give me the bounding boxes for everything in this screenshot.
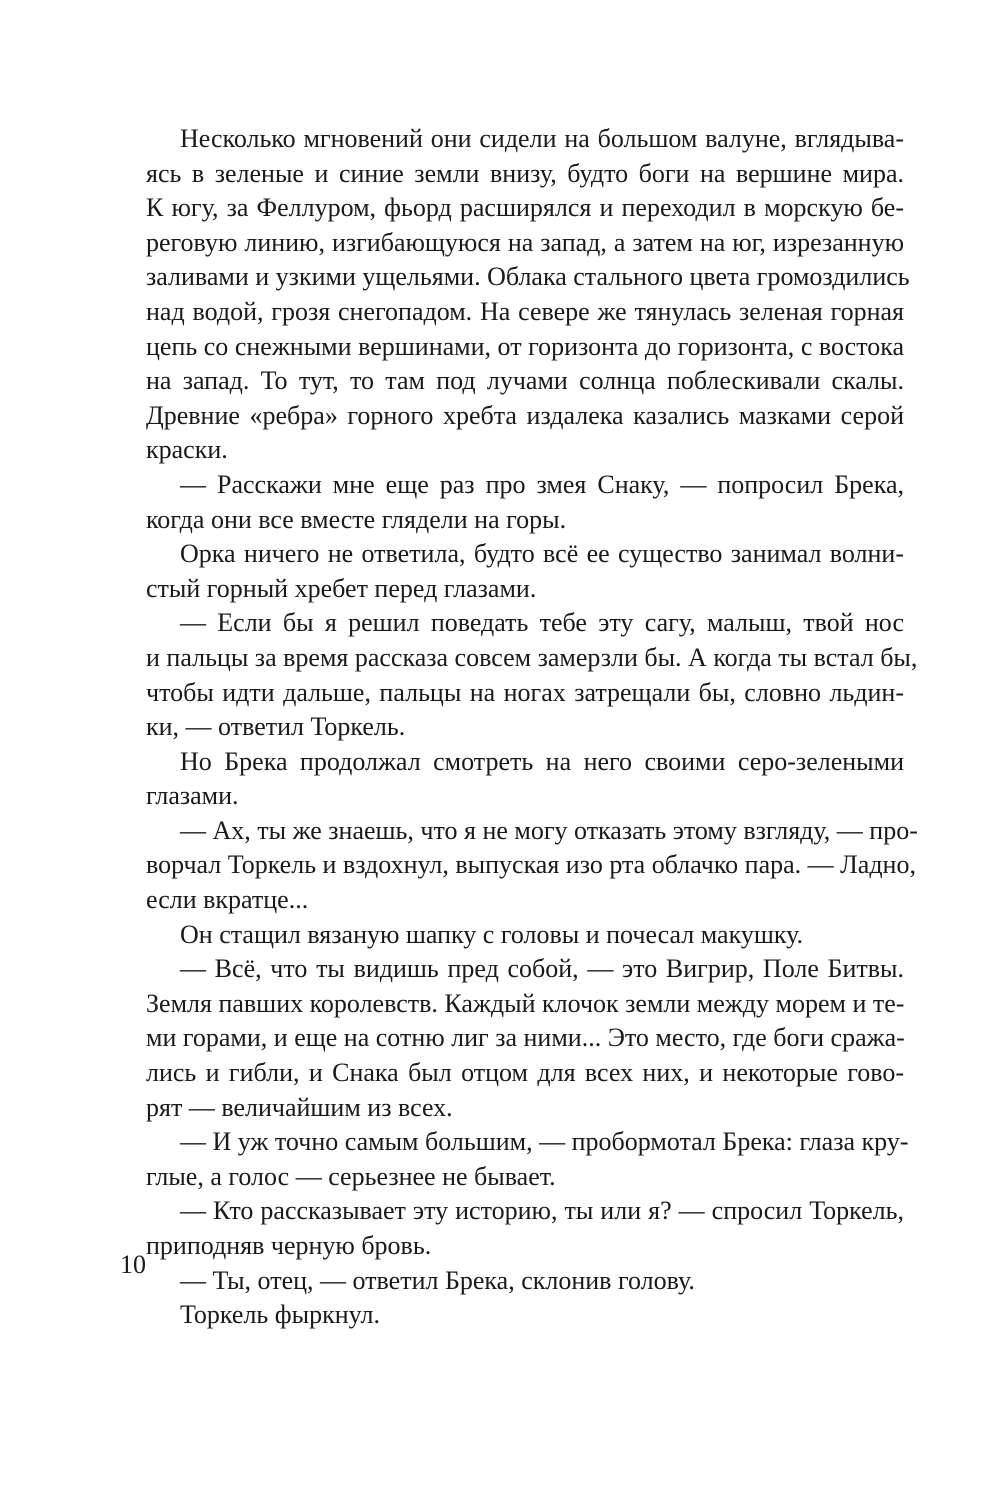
text-line: ясь в зеленые и синие земли внизу, будто боги на вершине мира. [146,158,904,188]
text-line: ми горами, и еще на сотню лиг за ними... Это место, где боги сража- [146,1023,905,1053]
text-line: Несколько мгновений они сидели на большом валуне, вглядыва- [180,124,904,153]
text-line: стый горный хребет перед глазами. [146,573,537,603]
text-line: глые, а голос — серьезнее не бывает. [146,1161,556,1191]
text-line: Но Брека продолжал смотреть на него своими серо-зелеными [180,746,904,776]
text-line: Земля павших королевств. Каждый клочок земли между морем и те- [146,988,905,1018]
text-line: и пальцы за время рассказа совсем замерзли бы. А когда ты встал бы, [146,642,918,672]
text-line: Орка ничего не ответила, будто всё ее существо занимал волни- [180,539,904,569]
text-line: — Всё, что ты видишь пред собой, — это Вигрир, Поле Битвы. [180,954,904,984]
text-line: — И уж точно самым большим, — пробормотал Брека: глаза кру- [180,1127,909,1157]
text-line: на запад. То тут, то там под лучами солнца поблескивали скалы. [146,366,904,396]
text-line: реговую линию, изгибающуюся на запад, а затем на юг, изрезанную [146,227,904,257]
text-line: — Кто рассказывает эту историю, ты или я? — спросил Торкель, [180,1196,904,1226]
text-line: приподняв черную бровь. [146,1231,432,1260]
text-line: краски. [146,435,228,465]
text-line: над водой, грозя снегопадом. На севере же тянулась зеленая горная [146,296,904,326]
page-body [146,122,918,1333]
text-line: если вкратце... [146,885,309,915]
text-line: Торкель фыркнул. [180,1300,380,1330]
text-line: — Ах, ты же знаешь, что я не могу отказать этому взгляду, — про- [180,815,918,845]
text-line: ворчал Торкель и вздохнул, выпуская изо рта облачко пара. — Ладно, [146,850,916,880]
text-line: — Если бы я решил поведать тебе эту сагу, малыш, твой нос [180,608,904,638]
text-line: рят — величайшим из всех. [146,1092,453,1122]
text-line: Древние «ребра» горного хребта издалека казались мазками серой [146,400,904,430]
text-line: цепь со снежными вершинами, от горизонта до горизонта, с востока [146,331,904,361]
text-line: глазами. [146,781,239,811]
text-line: ки, — ответил Торкель. [146,712,406,742]
text-line: чтобы идти дальше, пальцы на ногах затрещали бы, словно льдин- [146,677,904,707]
text-line: когда они все вместе глядели на горы. [146,504,567,534]
text-line: заливами и узкими ущельями. Облака стального цвета громоздились [146,262,910,292]
text-line: К югу, за Феллуром, фьорд расширялся и переходил в морскую бе- [146,193,904,223]
text-line: — Ты, отец, — ответил Брека, склонив голову. [180,1265,695,1295]
text-line: лись и гибли, и Снака был отцом для всех них, и некоторые гово- [146,1058,904,1088]
text-line: Он стащил вязаную шапку с головы и почесал макушку. [180,919,804,949]
page-number: 10 [120,1250,146,1279]
text-line: — Расскажи мне еще раз про змея Снаку, — попросил Брека, [180,469,904,499]
